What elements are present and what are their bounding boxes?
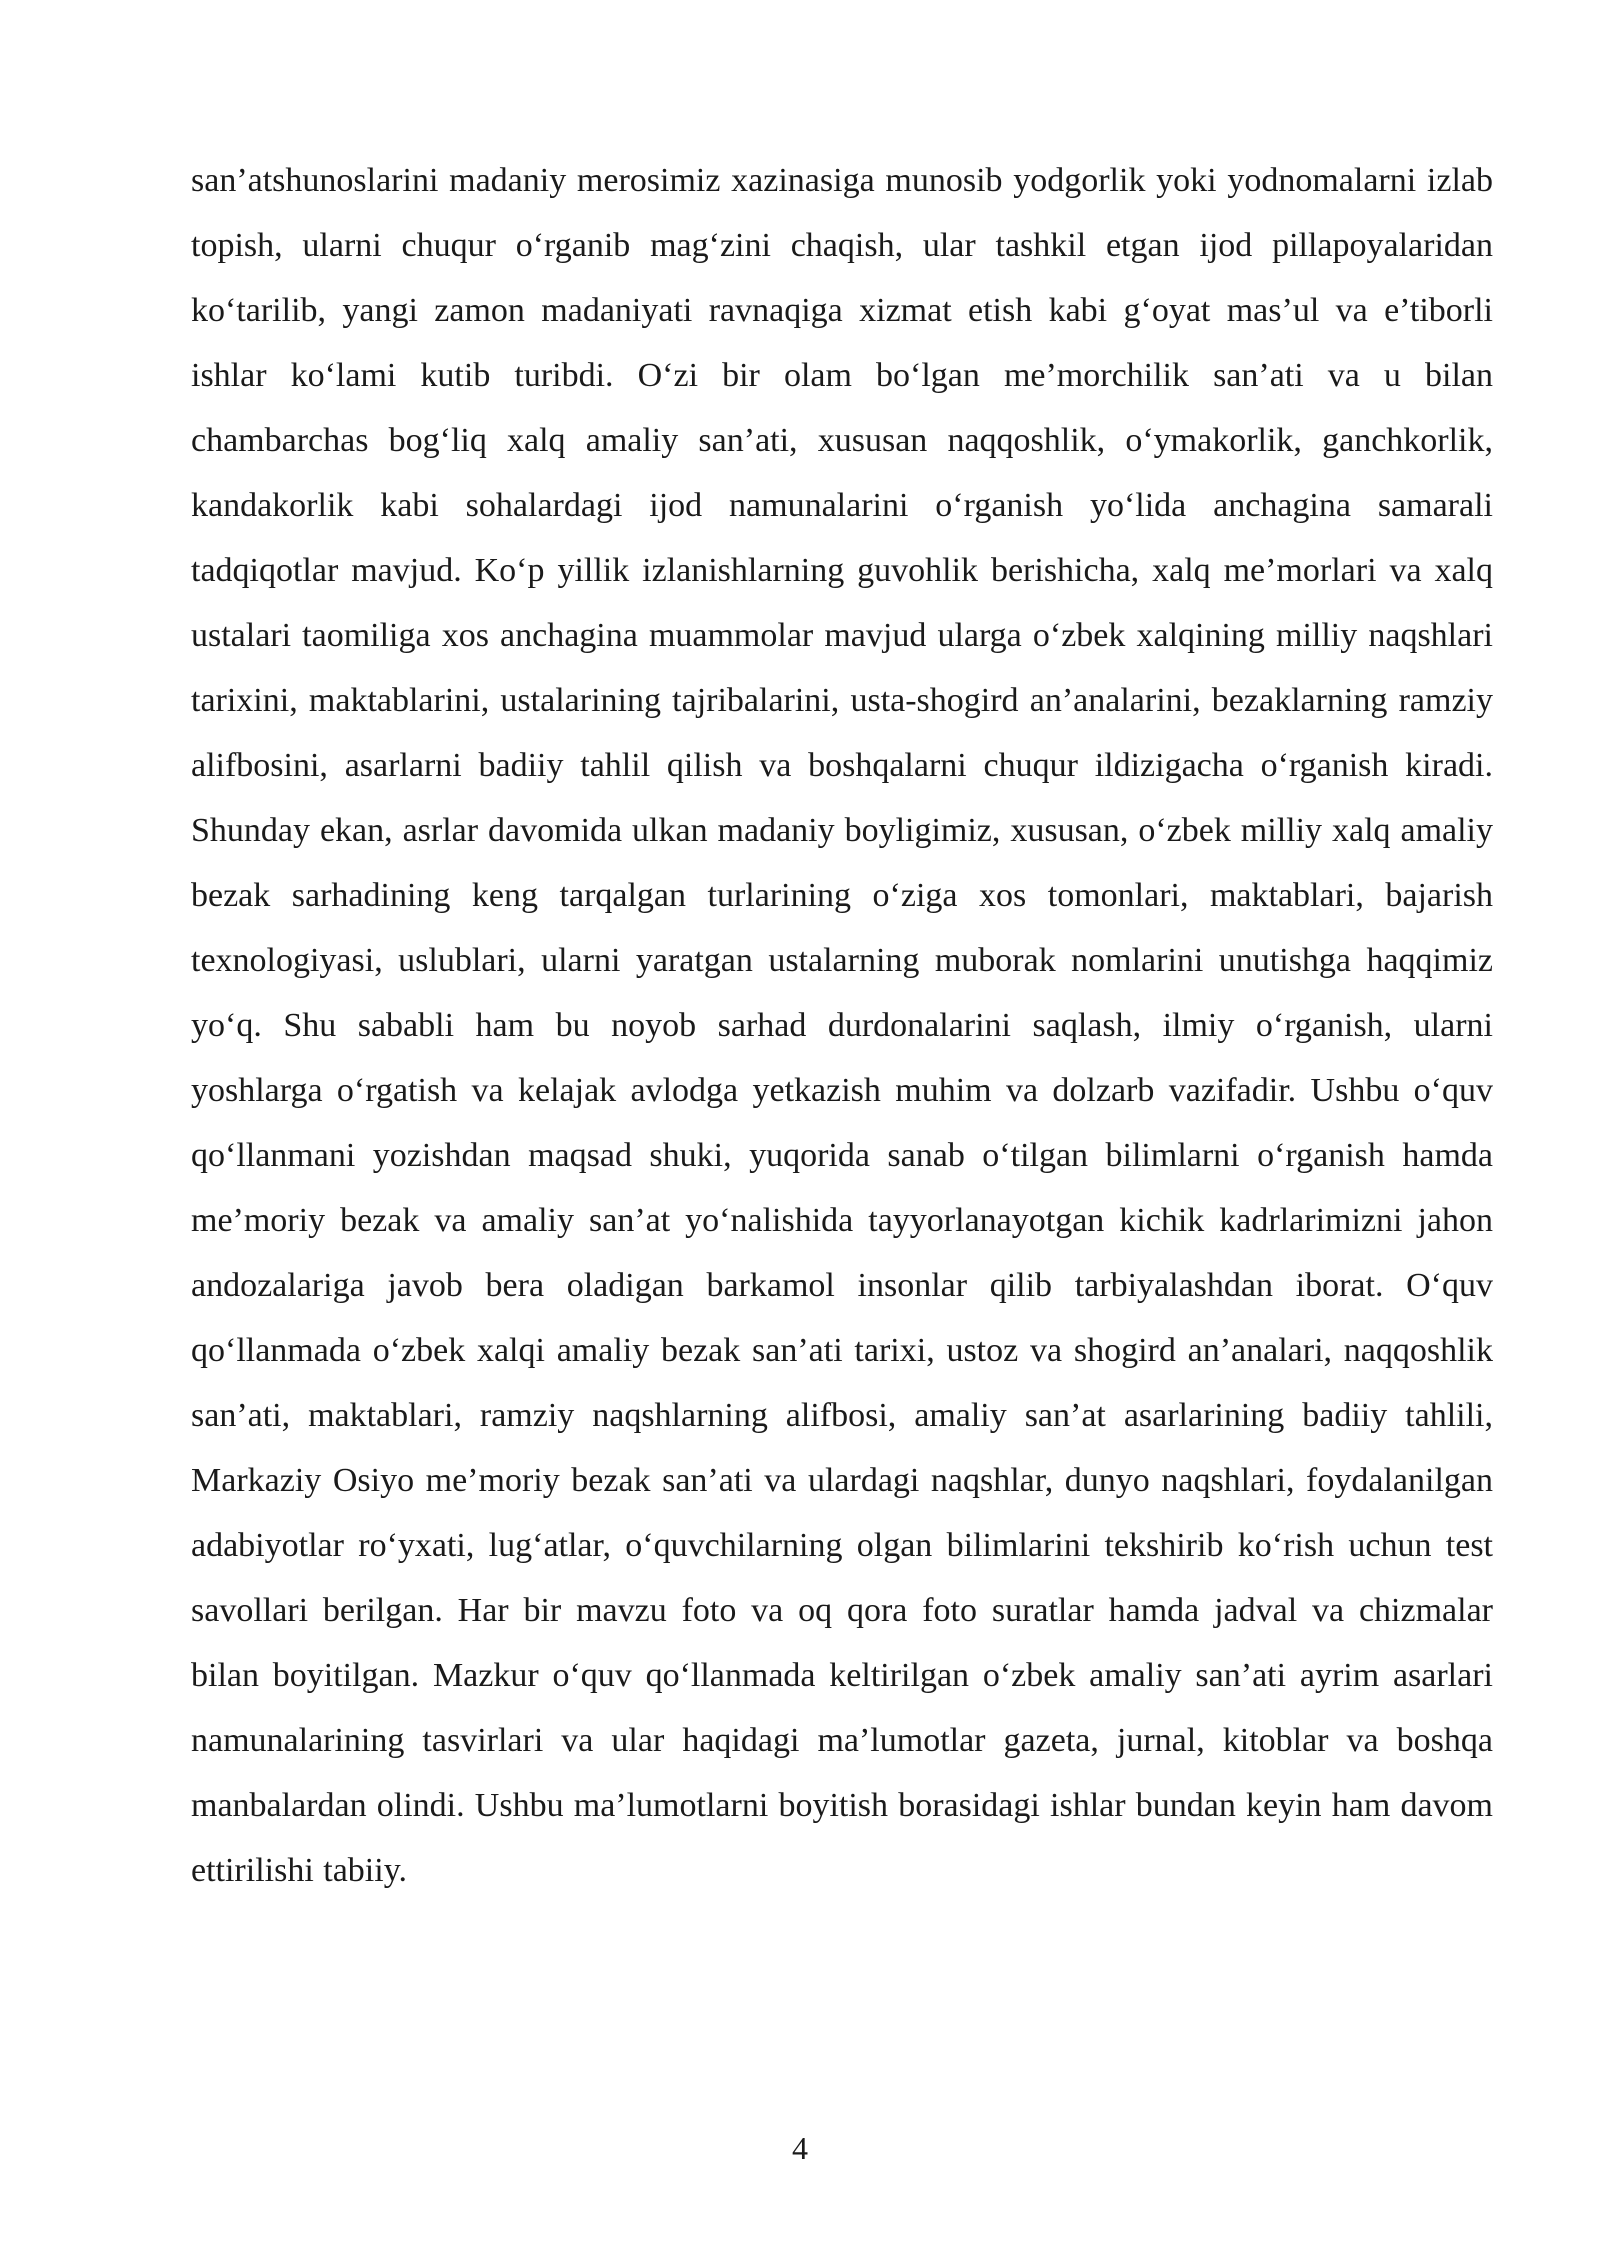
body-paragraph: san’atshunoslarini madaniy merosimiz xazinasiga munosib yodgorlik yoki yodnomalarni izlab topish, ularni chuqur o‘rganib mag‘zini chaqish, ular tashkil etgan ijod pillapoyalaridan ko‘tarilib, yangi zamon madaniyati ravnaqiga xizmat etish kabi g‘oyat mas’ul va e’tiborli ishlar ko‘lami kutib turibdi. O‘zi bir olam bo‘lgan me’morchilik san’ati va u bilan chambarchas bog‘liq xalq amaliy san’ati, xususan naqqoshlik, o‘ymakorlik, ganchkorlik, kandakorlik kabi sohalardagi ijod namunalarini o‘rganish yo‘lida anchagina samarali tadqiqotlar mavjud. Ko‘p yillik izlanishlarning guvohlik berishicha, xalq me’morlari va xalq ustalari taomiliga xos anchagina muammolar mavjud ularga o‘zbek xalqining milliy naqshlari tarixini, maktablarini, ustalarining tajribalarini, usta-shogird an’analarini, bezaklarning ramziy alifbosini, asarlarni badiiy tahlil qilish va boshqalarni chuqur ildizigacha o‘rganish kiradi. Shunday ekan, asrlar davomida ulkan madaniy boyligimiz, xususan, o‘zbek milliy xalq amaliy bezak sarhadining keng tarqalgan turlarining o‘ziga xos tomonlari, maktablari, bajarish texnologiyasi, uslublari, ularni yaratgan ustalarning muborak nomlarini unutishga haqqimiz yo‘q. Shu sababli ham bu noyob sarhad durdonalarini saqlash, ilmiy o‘rganish, ularni yoshlarga o‘rgatish va kelajak avlodga yetkazish muhim va dolzarb vazifadir. Ushbu o‘quv qo‘llanmani yozishdan maqsad shuki, yuqorida sanab o‘tilgan bilimlarni o‘rganish hamda me’moriy bezak va amaliy san’at yo‘nalishida tayyorlanayotgan kichik kadrlarimizni jahon andozalariga javob bera oladigan barkamol insonlar qilib tarbiyalashdan iborat. O‘quv qo‘llanmada o‘zbek xalqi amaliy bezak san’ati tarixi, ustoz va shogird an’analari, naqqoshlik san’ati, maktablari, ramziy naqshlarning alifbosi, amaliy san’at asarlarining badiiy tahlili, Markaziy Osiyo me’moriy bezak san’ati va ulardagi naqshlar, dunyo naqshlari, foydalanilgan adabiyotlar ro‘yxati, lug‘atlar, o‘quvchilarning olgan bilimlarini tekshirib ko‘rish uchun test savollari berilgan. Har bir mavzu foto va oq qora foto suratlar hamda jadval va chizmalar bilan boyitilgan. Mazkur o‘quv qo‘llanmada keltirilgan o‘zbek amaliy san’ati ayrim asarlari namunalarining tasvirlari va ular haqidagi ma’lumotlar gazeta, jurnal, kitoblar va boshqa manbalardan olindi. Ushbu ma’lumotlarni boyitish borasidagi ishlar bundan keyin ham davom ettirilishi tabiiy. — [191, 162, 1493, 1889]
page-number: 4 — [792, 2130, 808, 2166]
